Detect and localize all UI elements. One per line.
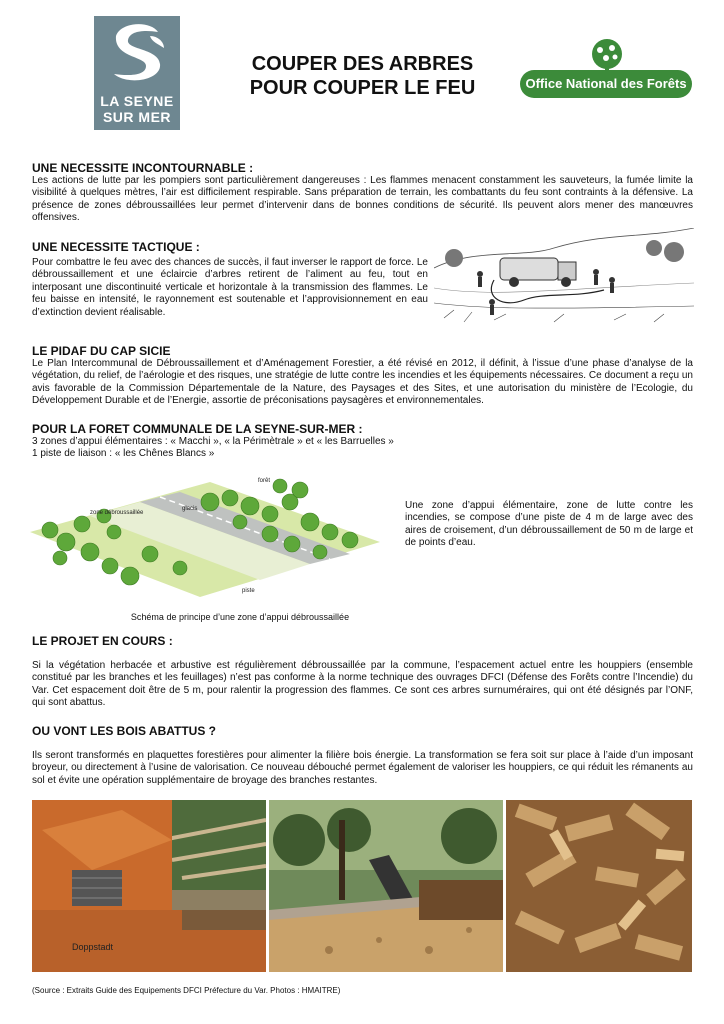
- la-seyne-s-icon: [106, 22, 168, 84]
- section-body: Le Plan Intercommunal de Débroussaillement et d’Aménagement Forestier, a été révisé en 2012, il définit, à l’issue d’une phase d’analyse de la végétation, du relief, de l’aérologie et des risques, une stratégie de lutte contre les incendies et les équipements nécessaires. Ce document a reçu un avis favorable de la Commission Départementale de la Nature, des Paysages et des Sites, et une autorisation du ministère de l’Ecologie, du Développement Durable et de l’Energie, assortie de préconisations paysagères et environnementales.: [32, 358, 693, 407]
- la-seyne-logo: [94, 16, 180, 130]
- section-heading: OU VONT LES BOIS ABATTUS ?: [32, 724, 217, 738]
- doppstadt-brand: Doppstadt: [72, 942, 114, 952]
- section-heading: LE PROJET EN COURS :: [32, 634, 173, 648]
- section-necessite-incontournable: [32, 161, 693, 225]
- section-heading: UNE NECESSITE INCONTOURNABLE :: [32, 161, 254, 175]
- zones-line: 3 zones d’appui élémentaires : « Macchi », « la Périmètrale » et « les Barruelles »: [32, 436, 394, 447]
- section-body: Ils seront transformés en plaquettes forestières pour alimenter la filière bois énergie. La transformation se fera soit sur place à l’aide d’un imposant broyeur, ou directement à l’usine de valorisation. Ce nouveau débouché permet également de valoriser les houppiers, ce qui réduit les rémanents au sol et évite une opération supplémentaire de broyage des branches restantes.: [32, 750, 693, 786]
- page-title: [200, 52, 525, 100]
- piste-line: 1 piste de liaison : « les Chênes Blancs »: [32, 448, 215, 460]
- zone-appui-description: [405, 500, 693, 550]
- photo-benne-plaquettes: [269, 800, 503, 972]
- section-heading: UNE NECESSITE TACTIQUE :: [32, 240, 200, 254]
- section-heading: LE PIDAF DU CAP SICIE: [32, 344, 171, 358]
- section-heading: POUR LA FORET COMMUNALE DE LA SEYNE-SUR-MER :: [32, 422, 363, 436]
- section-foret-communale: [32, 422, 693, 461]
- section-body: Pour combattre le feu avec des chances de succès, il faut inverser le rapport de force. Le débroussaillement et une éclaircie d’arbres retirent de l’aliment au feu, tout en interposant une discontinuité verticale et horizontale à la transmission des flammes. Le feu baisse en intensité, le rayonnement est soutenable et l’approvisionnement en eau d’extinction devient réalisable.: [32, 257, 428, 318]
- logo-line2: SUR MER: [102, 109, 172, 125]
- photo-broyeur: [32, 800, 266, 972]
- section-bois-abattus: [32, 724, 693, 787]
- title-line1: COUPER DES ARBRES: [251, 53, 474, 75]
- logo-line1: LA SEYNE: [100, 93, 174, 109]
- title-line2: POUR COUPER LE FEU: [249, 77, 476, 99]
- section-body: Si la végétation herbacée et arbustive est régulièrement débroussaillée par la commune, l’espacement actuel entre les houppiers (ensemble constitué par les branches et les feuillages) n’est pas conforme à la norme technique des ouvrages DFCI (Défense des Forêts contre l’Incendie) du Var. Cet espacement doit être de 5 m, pour ralentir la progression des flammes. Ce sont ces arbres surnuméraires, qui ont été désignés par l’ONF, qui sont abattus.: [32, 660, 693, 709]
- label-zone-debroussaillee: zone débroussaillée: [90, 510, 144, 516]
- side-text: Une zone d’appui élémentaire, zone de lutte contre les incendies, se compose d’une piste de 4 m de large avec des aires de croisement, d’un débroussaillement de 50 m de large et de points d’eau.: [405, 500, 693, 549]
- section-projet-en-cours: [32, 634, 693, 710]
- fire-truck-sketch: [434, 228, 694, 328]
- zone-appui-diagram: [30, 472, 380, 607]
- section-pidaf: [32, 344, 693, 408]
- oak-tree-icon: [586, 38, 628, 74]
- diagram-caption: Schéma de principe d’une zone d’appui débroussaillée: [130, 612, 350, 622]
- onf-logo: [520, 38, 692, 102]
- section-necessite-tactique: [32, 240, 428, 319]
- onf-label: Office National des Forêts: [520, 70, 692, 98]
- label-foret: forêt: [258, 478, 271, 484]
- label-glacis: glacis: [182, 506, 198, 512]
- photo-plaquettes-bois: [506, 800, 692, 972]
- label-piste: piste: [242, 588, 255, 594]
- source-credit: (Source : Extraits Guide des Equipements DFCI Préfecture du Var. Photos : HMAITRE): [32, 986, 341, 995]
- section-body: Les actions de lutte par les pompiers sont particulièrement dangereuses : Les flammes menacent constamment les sauveteurs, la fumée limite la visibilité à quelques mètres, l’air est difficilement respirable. Sans préparation de terrain, les combattants du feu sont contraints à la défensive. La présence de zones débroussaillées leur permet d’intervenir dans de bonnes conditions de sécurité. Ils peuvent alors mener des manœuvres offensives.: [32, 175, 693, 224]
